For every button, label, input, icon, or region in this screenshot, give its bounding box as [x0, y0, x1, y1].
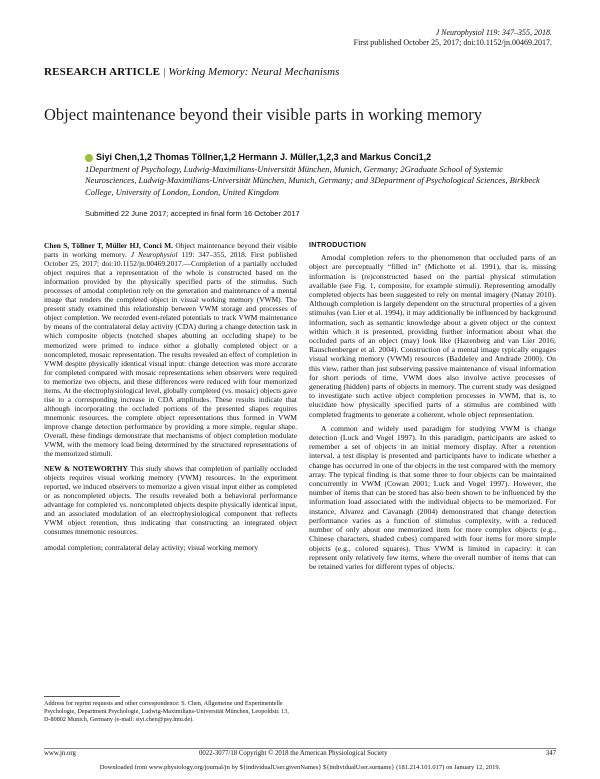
submission-dates: Submitted 22 June 2017; accepted in final form 16 October 2017	[85, 209, 300, 218]
citation-title: Object maintenance beyond their visible parts in working memory.	[44, 241, 297, 260]
download-line: Downloaded from www.physiology.org/journal/jn by ${individualUser.givenNames} ${individualUser.surname} (181.214.101.017) on January 12, 2019.	[99, 764, 501, 771]
intro-paragraph-1: Amodal completion refers to the phenomenon that occluded parts of an object are perceptually “filled in” (Michotte et al. 1991), that is, missing information is (re)constructed based on the partial physical stimulation available (see Fig. 1, composite, for example stimuli). Representing amodally completed objects has been suggested to rely on mental imagery (Nanay 2010). Although completion is largely dependent on the structural properties of a given stimulus (van Lier et al. 1994), it may additionally be influenced by background information, such as semantic knowledge about a given object or the context within which it is presented, providing further information about what the occluded parts of an object (may) look like (Hazenberg and van Lier 2016; Rauschenberger et al. 2004). Construction of a mental image typically engages visual working memory (VWM) resources (Baddeley and Andrade 2000). On this view, rather than just subserving passive maintenance of visual information for short periods of time, VWM does also involve active processes of generating (hidden) parts of objects in memory. The current study was designed to investigate such active object completion processes in VWM, that is, to elucidate how physically specified parts of a stimulus are combined with completed fragments to generate a coherent, whole object representation.	[309, 253, 556, 419]
correspondence-note: Address for reprint requests and other correspondence: S. Chen, Allgemeine und Experimentelle Psychologie, Department Psychologie, Ludwig-Maximilians-Universität München, Leopoldstr. 13, D-80802 Munich, Germany (e-mail: siyi.chen@psy.lmu.de).	[44, 700, 289, 724]
affiliations: 1Department of Psychology, Ludwig-Maximilians-Universität München, Munich, Germany; 2Graduate School of Systemic Neurosciences, Ludwig-Maximilians-Universität München, Munich, Germany; and 3Department of Psychological Sciences, Birkbeck College, University of London, London, United Kingdom	[85, 163, 540, 197]
journal-header	[354, 28, 552, 48]
intro-paragraph-2: A common and widely used paradigm for studying VWM is change detection (Luck and Vogel 1997). In this paradigm, participants are asked to remember a set of objects in an initial memory display. After a retention interval, a test display is presented and participants have to indicate whether a change has occurred in one of the objects in the test compared with the memory array. The typical finding is that some three to four objects can be maintained concurrently in VWM (Cowan 2001; Luck and Vogel 1997). However, the number of items that can be stored has also been shown to be influenced by the information load associated with the individual objects to be memorized. For instance, Alvarez and Cavanagh (2004) demonstrated that change detection performance varies as a function of stimulus complexity, with a reduced number of only about one memorized item for more complex objects (e.g., Chinese characters, shaded cubes) compared with four items for more simple objects (e.g., colored squares). Thus VWM is limited in capacity: it can represent only relatively few items, where the overall number of items that can be retained varies for different types of objects.	[309, 423, 556, 571]
copyright-line: 0022-3077/18 Copyright © 2018 the American Physiological Society	[199, 750, 388, 757]
article-title: Object maintenance beyond their visible parts in working memory	[44, 105, 483, 124]
orcid-icon[interactable]	[85, 154, 93, 162]
author-names: Siyi Chen,1,2 Thomas Töllner,1,2 Hermann J. Müller,1,2,3 and Markus Conci1,2	[96, 152, 432, 162]
new-noteworthy-label: NEW & NOTEWORTHY	[44, 464, 128, 474]
article-section	[44, 66, 339, 78]
journal-citation: J Neurophysiol 119: 347–355, 2018.	[435, 28, 552, 37]
keywords: amodal completion; contralateral delay activity; visual working memory	[44, 542, 259, 552]
published-line: First published October 25, 2017; doi:10.1152/jn.00469.2017.	[353, 38, 552, 47]
footer-divider	[44, 748, 556, 749]
section-heading: INTRODUCTION	[309, 242, 367, 249]
section-divider: |	[163, 66, 166, 78]
citation-rest: 119: 347–355, 2018. First published October 25, 2017; doi:10.1152/jn.00469.2017.—	[44, 250, 297, 269]
abstract	[44, 241, 297, 458]
footnote-divider	[44, 696, 120, 697]
citation-authors: Chen S, Töllner T, Müller HJ, Conci M.	[44, 241, 173, 250]
article-topic: Working Memory: Neural Mechanisms	[168, 66, 340, 78]
right-column	[309, 241, 556, 576]
left-column	[44, 241, 297, 552]
journal-url[interactable]: www.jn.org	[44, 750, 76, 757]
new-noteworthy	[44, 464, 297, 536]
page-number: 347	[545, 750, 556, 757]
article-type: RESEARCH ARTICLE	[44, 66, 161, 78]
author-block	[85, 152, 555, 198]
new-noteworthy-text: This study shows that completion of partially occluded objects requires visual working memory (VWM) resources. In the experiment reported, we induced observers to memorize a given visual input either as completed or as noncompleted objects. The results revealed both a behavioral performance advantage for completed vs. noncompleted objects despite physically identical input, and an associated modulation of an electrophysiological component that reflects VWM object retention, thus indicating that constructing an integrated object consumes mnemonic resources.	[44, 464, 297, 537]
abstract-text: Completion of a partially occluded object requires that a representation of the whole is constructed based on the information provided by the physically specified parts of the stimulus. Such processes of amodal completion rely on the generation and maintenance of a mental image that renders the completed object in visual working memory (VWM). The present study examined this relationship between VWM storage and processes of object completion. We recorded event-related potentials to track VWM maintenance by means of the contralateral delay activity (CDA) during a change detection task in which composite objects (notched shapes abutting an occluding shape) to be memorized were primed to induce either a globally completed object or a noncompleted, mosaic representation. The results revealed an effect of completion in VWM despite physically identical visual input: change detection was more accurate for completed compared with mosaic representations when observers were required to memorize two objects, and these differences were reduced with four memorized items. At the electrophysiological level, globally completed (vs. mosaic) objects gave rise to a corresponding increase in CDA amplitudes. These results indicate that although incorporating the occluded portions of the presented shapes requires mnemonic resources, the complete object representations thus formed in VWM improve change detection performance by providing a more simple, regular shape. Overall, these findings demonstrate that mechanisms of object completion modulate VWM, with the memory load being determined by the structured representations of the memorized stimuli.	[44, 259, 298, 459]
citation-journal: J Neurophysiol	[130, 250, 178, 260]
